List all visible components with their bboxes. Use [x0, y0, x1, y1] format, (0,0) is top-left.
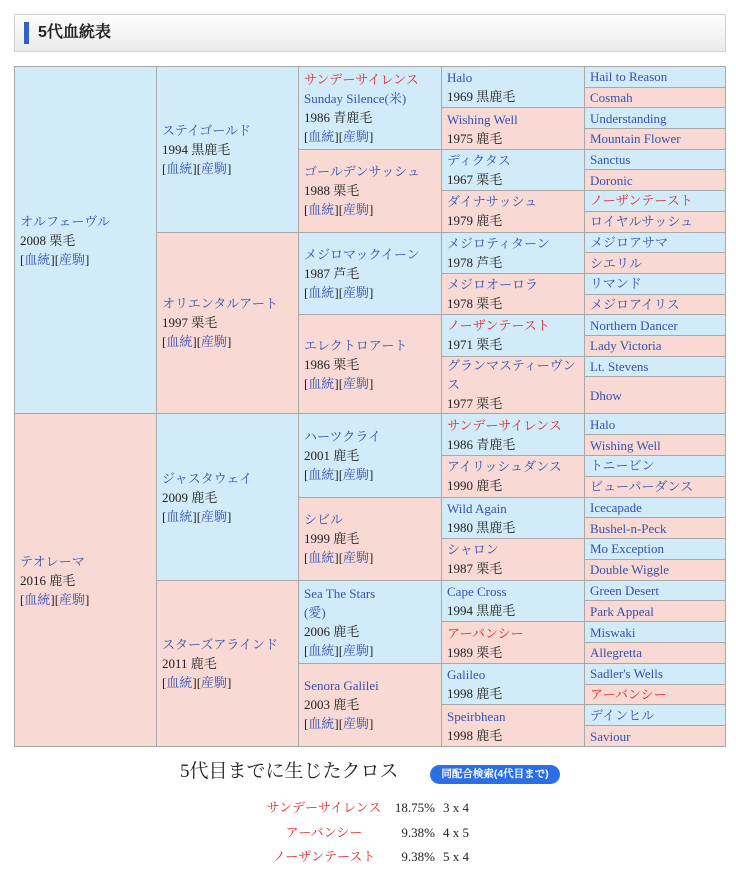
pedigree-cell-gen5 — [585, 357, 726, 378]
offspring-link[interactable]: 産駒 — [201, 334, 228, 350]
cross-horse-link[interactable]: アーバンシー — [285, 824, 363, 840]
bracket-separator: ][ — [192, 508, 202, 524]
horse-birth-year-coat: 1986 青鹿毛 — [447, 436, 516, 452]
pedigree-link[interactable]: 血統 — [308, 202, 335, 218]
pedigree-cell-gen5 — [585, 253, 726, 274]
horse-name-link[interactable]: ハーツクライ — [304, 428, 381, 444]
horse-name-link[interactable]: Senora Galilei — [304, 678, 379, 694]
horse-birth-year-coat: 2008 栗毛 — [20, 232, 76, 248]
horse-links — [304, 374, 373, 393]
horse-name-link[interactable]: Wishing Well — [590, 437, 661, 453]
bracket-close: ] — [369, 466, 374, 482]
pedigree-cell-gen4 — [442, 414, 585, 456]
horse-name-link[interactable]: Wishing Well — [447, 111, 518, 127]
cross-generations: 3 x 4 — [443, 800, 469, 815]
horse-birth-year-coat: 1987 栗毛 — [447, 561, 503, 577]
horse-birth-year-coat: 1998 鹿毛 — [447, 686, 503, 702]
bracket-open: [ — [304, 202, 309, 218]
offspring-link[interactable]: 産駒 — [343, 716, 370, 732]
horse-name-link[interactable]: グランマスティーヴンス — [447, 358, 576, 393]
bracket-close: ] — [369, 128, 374, 144]
pedigree-cell-gen3 — [299, 414, 442, 497]
bracket-separator: ][ — [334, 550, 344, 566]
horse-birth-year-coat: 1977 栗毛 — [447, 396, 503, 412]
cross-row — [0, 821, 736, 846]
pedigree-cell-gen4 — [442, 456, 585, 498]
horse-name-link[interactable]: メジロアサマ — [590, 234, 669, 250]
bracket-separator: ][ — [192, 334, 202, 350]
pedigree-link[interactable]: 血統 — [308, 716, 335, 732]
horse-name-link[interactable]: Miswaki — [590, 624, 636, 640]
horse-birth-year-coat: 1978 栗毛 — [447, 296, 503, 312]
section-header — [14, 14, 726, 52]
bracket-close: ] — [369, 375, 374, 391]
horse-name-link[interactable]: Icecapade — [590, 499, 642, 515]
bracket-close: ] — [85, 591, 90, 607]
cross-percent: 18.75% — [394, 800, 435, 815]
horse-name-link[interactable]: Double Wiggle — [590, 562, 670, 578]
bracket-open: [ — [304, 375, 309, 391]
pedigree-cell-gen3 — [299, 664, 442, 747]
horse-name-link[interactable]: Sadler's Wells — [590, 666, 663, 682]
horse-links — [304, 714, 373, 733]
horse-name-link[interactable]: アイリッシュダンス — [447, 459, 562, 475]
pedigree-cell-gen4 — [442, 581, 585, 623]
bracket-open: [ — [304, 716, 309, 732]
horse-name-link[interactable]: オルフェーヴル — [20, 213, 110, 229]
pedigree-cell-gen4 — [442, 622, 585, 664]
horse-name-link[interactable]: メジロアイリス — [590, 296, 680, 312]
bracket-close: ] — [227, 334, 232, 350]
horse-name-link[interactable]: ビューパーダンス — [590, 479, 694, 495]
pedigree-cell-gen5 — [585, 88, 726, 109]
pedigree-cell-gen5 — [585, 498, 726, 519]
horse-name-link[interactable]: Hail to Reason — [590, 69, 668, 85]
horse-birth-year-coat: 1989 栗毛 — [447, 644, 503, 660]
horse-birth-year-coat: 1975 鹿毛 — [447, 130, 503, 146]
horse-name-link[interactable]: ダイナサッシュ — [447, 194, 538, 210]
horse-birth-year-coat: 1994 黒鹿毛 — [447, 602, 516, 618]
horse-name-link[interactable]: Understanding — [590, 110, 667, 126]
pedigree-cell-gen2 — [157, 581, 299, 747]
horse-origin-link[interactable]: (愛) — [304, 604, 326, 620]
horse-links — [162, 159, 231, 178]
offspring-link[interactable]: 産駒 — [343, 550, 370, 566]
pedigree-cell-gen5 — [585, 414, 726, 435]
horse-birth-year-coat: 1987 芦毛 — [304, 265, 360, 281]
horse-name-link[interactable]: Northern Dancer — [590, 317, 678, 333]
pedigree-cell-gen5 — [585, 108, 726, 129]
pedigree-cell-gen2 — [157, 233, 299, 415]
pedigree-cell-gen4 — [442, 539, 585, 581]
bracket-separator: ][ — [50, 591, 60, 607]
pedigree-cell-gen5 — [585, 67, 726, 88]
cross-list — [0, 796, 736, 870]
cross-row — [0, 796, 736, 821]
pedigree-link[interactable]: 血統 — [166, 674, 193, 690]
pedigree-cell-gen4 — [442, 274, 585, 315]
horse-birth-year-coat: 1979 鹿毛 — [447, 213, 503, 229]
cross-horse-link[interactable]: サンデーサイレンス — [266, 800, 382, 815]
offspring-link[interactable]: 産駒 — [343, 375, 370, 391]
offspring-link[interactable]: 産駒 — [343, 466, 370, 482]
offspring-link[interactable]: 産駒 — [59, 251, 86, 267]
pedigree-cell-gen5 — [585, 233, 726, 254]
pedigree-cell-gen2 — [157, 67, 299, 233]
offspring-link[interactable]: 産駒 — [343, 642, 370, 658]
pedigree-cell-gen5 — [585, 705, 726, 726]
horse-birth-year-coat: 1998 鹿毛 — [447, 727, 503, 743]
section-accent-bar — [24, 22, 29, 44]
pedigree-cell-gen5 — [585, 685, 726, 706]
pedigree-cell-gen4 — [442, 233, 585, 274]
cross-percent: 9.38% — [401, 824, 435, 840]
bracket-open: [ — [304, 128, 309, 144]
horse-name-link[interactable]: メジロマックイーン — [304, 246, 420, 262]
pedigree-cell-gen5 — [585, 643, 726, 664]
bracket-open: [ — [20, 591, 25, 607]
pedigree-cell-gen5 — [585, 150, 726, 171]
horse-birth-year-coat: 2001 鹿毛 — [304, 447, 360, 463]
bracket-close: ] — [369, 202, 374, 218]
horse-name-link[interactable]: Mo Exception — [590, 541, 665, 557]
pedigree-cell-gen4 — [442, 498, 585, 540]
horse-name-link[interactable]: Green Desert — [590, 583, 659, 599]
bracket-separator: ][ — [334, 716, 344, 732]
horse-links — [304, 127, 373, 146]
bracket-open: [ — [162, 160, 167, 176]
cross-horse-link[interactable]: ノーザンテースト — [272, 849, 376, 864]
bracket-open: [ — [304, 642, 309, 658]
offspring-link[interactable]: 産駒 — [201, 508, 228, 524]
pedigree-cell-gen5 — [585, 435, 726, 456]
horse-birth-year-coat: 1997 栗毛 — [162, 315, 218, 331]
horse-birth-year-coat: 1988 栗毛 — [304, 183, 360, 199]
horse-name-link[interactable]: Allegretta — [590, 645, 642, 661]
bracket-close: ] — [369, 284, 374, 300]
bracket-open: [ — [162, 674, 167, 690]
horse-name-link[interactable]: Saviour — [590, 728, 631, 744]
horse-links — [162, 673, 231, 692]
bracket-open: [ — [304, 466, 309, 482]
horse-name-link[interactable]: リマンド — [590, 276, 642, 292]
horse-name-link[interactable]: Bushel-n-Peck — [590, 520, 667, 536]
pedigree-link[interactable]: 血統 — [24, 251, 51, 267]
horse-name-link[interactable]: シャロン — [447, 542, 499, 558]
horse-name-link[interactable]: Wild Again — [447, 500, 507, 516]
horse-name-link[interactable]: Mountain Flower — [590, 131, 681, 147]
horse-name-link[interactable]: Dhow — [590, 387, 622, 403]
horse-name-link[interactable]: ノーザンテースト — [447, 318, 550, 334]
pedigree-cell-gen3 — [299, 315, 442, 414]
pedigree-link[interactable]: 血統 — [24, 591, 51, 607]
horse-origin-link[interactable]: Sunday Silence(米) — [304, 90, 407, 106]
bracket-close: ] — [369, 642, 374, 658]
pedigree-link[interactable]: 血統 — [166, 334, 193, 350]
pedigree-cell-gen4 — [442, 191, 585, 232]
bracket-open: [ — [162, 334, 167, 350]
horse-name-link[interactable]: Doronic — [590, 172, 633, 188]
horse-links — [304, 465, 373, 484]
bracket-close: ] — [227, 508, 232, 524]
pedigree-cell-gen3 — [299, 150, 442, 233]
pedigree-cell-gen3 — [299, 498, 442, 581]
horse-links — [304, 200, 373, 219]
horse-birth-year-coat: 1994 黒鹿毛 — [162, 141, 231, 157]
horse-name-link[interactable]: ディクタス — [447, 152, 511, 168]
pedigree-link[interactable]: 血統 — [308, 642, 335, 658]
horse-birth-year-coat: 1969 黒鹿毛 — [447, 89, 516, 105]
horse-name-link[interactable]: Sea The Stars — [304, 585, 376, 601]
bracket-separator: ][ — [50, 251, 60, 267]
horse-name-link[interactable]: スターズアラインド — [162, 636, 278, 652]
pedigree-cell-gen5 — [585, 129, 726, 150]
pedigree-cell-gen5 — [585, 315, 726, 336]
horse-birth-year-coat: 2003 鹿毛 — [304, 697, 360, 713]
horse-name-link[interactable]: シエリル — [590, 255, 643, 271]
horse-name-link[interactable]: Cosmah — [590, 90, 633, 106]
pedigree-cell-gen5 — [585, 456, 726, 477]
offspring-link[interactable]: 産駒 — [343, 128, 370, 144]
horse-birth-year-coat: 1986 青鹿毛 — [304, 109, 373, 125]
bracket-open: [ — [304, 284, 309, 300]
horse-birth-year-coat: 1990 鹿毛 — [447, 478, 503, 494]
horse-name-link[interactable]: ロイヤルサッシュ — [590, 214, 693, 230]
cross-generations: 4 x 5 — [443, 824, 469, 840]
bracket-close: ] — [227, 674, 232, 690]
pedigree-cell-gen5 — [585, 191, 726, 212]
horse-birth-year-coat: 2006 鹿毛 — [304, 623, 360, 639]
pedigree-cell-gen3 — [299, 67, 442, 150]
pedigree-cell-gen5 — [585, 664, 726, 685]
horse-name-link[interactable]: デインヒル — [590, 707, 655, 723]
horse-name-link[interactable]: Speirbhean — [447, 708, 506, 724]
pedigree-cell-gen4 — [442, 108, 585, 149]
horse-name-link[interactable]: シビル — [304, 512, 344, 528]
horse-name-link[interactable]: オリエンタルアート — [162, 296, 278, 312]
offspring-link[interactable]: 産駒 — [343, 284, 370, 300]
horse-name-link[interactable]: ステイゴールド — [162, 122, 252, 138]
horse-birth-year-coat: 1980 黒鹿毛 — [447, 519, 516, 535]
bracket-separator: ][ — [334, 202, 344, 218]
pedigree-link[interactable]: 血統 — [308, 550, 335, 566]
horse-name-link[interactable]: Sanctus — [590, 152, 631, 168]
horse-name-link[interactable]: サンデーサイレンス — [304, 71, 419, 87]
pedigree-link[interactable]: 血統 — [308, 375, 335, 391]
bracket-separator: ][ — [334, 642, 344, 658]
pedigree-cell-gen5 — [585, 274, 726, 295]
pedigree-cell-gen5 — [585, 295, 726, 316]
bracket-close: ] — [227, 160, 232, 176]
cross-row — [0, 845, 736, 870]
pedigree-cell-gen5 — [585, 377, 726, 414]
section-title: 5代血統表 — [38, 24, 111, 41]
horse-links — [20, 590, 89, 609]
horse-name-link[interactable]: Lady Victoria — [590, 338, 662, 354]
pedigree-cell-gen5 — [585, 170, 726, 191]
horse-name-link[interactable]: ゴールデンサッシュ — [304, 164, 420, 180]
horse-name-link[interactable]: Cape Cross — [447, 583, 507, 599]
horse-links — [162, 332, 231, 351]
horse-name-link[interactable]: アーバンシー — [447, 625, 524, 641]
pedigree-cell-gen4 — [442, 315, 585, 356]
pedigree-cell-gen5 — [585, 581, 726, 602]
bracket-close: ] — [85, 251, 90, 267]
horse-name-link[interactable]: サンデーサイレンス — [447, 417, 562, 433]
pedigree-cell-gen4 — [442, 150, 585, 191]
horse-name-link[interactable]: Galileo — [447, 667, 486, 683]
pedigree-link[interactable]: 血統 — [166, 160, 193, 176]
horse-name-link[interactable]: Halo — [590, 416, 616, 432]
horse-name-link[interactable]: エレクトロアート — [304, 337, 408, 353]
pedigree-cell-gen5 — [585, 336, 726, 357]
pedigree-cell-gen1 — [15, 414, 157, 747]
bracket-open: [ — [20, 251, 25, 267]
horse-name-link[interactable]: アーバンシー — [590, 687, 667, 703]
bracket-open: [ — [304, 550, 309, 566]
horse-name-link[interactable]: ノーザンテースト — [590, 193, 693, 209]
offspring-link[interactable]: 産駒 — [201, 160, 228, 176]
pedigree-link[interactable]: 血統 — [308, 284, 335, 300]
horse-name-link[interactable]: トニービン — [590, 458, 655, 474]
pedigree-cell-gen5 — [585, 726, 726, 747]
pedigree-link[interactable]: 血統 — [166, 508, 193, 524]
pedigree-cell-gen5 — [585, 601, 726, 622]
horse-birth-year-coat: 1999 鹿毛 — [304, 531, 360, 547]
horse-links — [304, 641, 373, 660]
offspring-link[interactable]: 産駒 — [201, 674, 228, 690]
pedigree-link[interactable]: 血統 — [308, 466, 335, 482]
horse-birth-year-coat: 1986 栗毛 — [304, 356, 360, 372]
horse-name-link[interactable]: メジロティターン — [447, 235, 550, 251]
horse-links — [304, 283, 373, 302]
pedigree-cell-gen2 — [157, 414, 299, 580]
pedigree-cell-gen4 — [442, 67, 585, 108]
pedigree-cell-gen4 — [442, 705, 585, 747]
cross-generations: 5 x 4 — [443, 849, 469, 864]
bracket-separator: ][ — [192, 674, 202, 690]
horse-birth-year-coat: 1978 芦毛 — [447, 254, 503, 270]
offspring-link[interactable]: 産駒 — [59, 591, 86, 607]
pedigree-cell-gen5 — [585, 477, 726, 498]
pedigree-cell-gen3 — [299, 581, 442, 664]
bracket-separator: ][ — [334, 375, 344, 391]
horse-name-link[interactable]: メジロオーロラ — [447, 277, 539, 293]
bracket-separator: ][ — [334, 466, 344, 482]
same-mating-search-button[interactable]: 同配合検索(4代目まで) — [430, 765, 560, 784]
pedigree-cell-gen5 — [585, 560, 726, 581]
horse-birth-year-coat: 1971 栗毛 — [447, 337, 503, 353]
bracket-open: [ — [162, 508, 167, 524]
pedigree-cell-gen5 — [585, 539, 726, 560]
horse-birth-year-coat: 1967 栗毛 — [447, 171, 503, 187]
pedigree-cell-gen3 — [299, 233, 442, 316]
pedigree-cell-gen4 — [442, 664, 585, 706]
cross-percent: 9.38% — [401, 849, 435, 864]
horse-birth-year-coat: 2011 鹿毛 — [162, 655, 217, 671]
horse-name-link[interactable]: Park Appeal — [590, 603, 654, 619]
bracket-separator: ][ — [334, 284, 344, 300]
pedigree-cell-gen5 — [585, 622, 726, 643]
pedigree-link[interactable]: 血統 — [308, 128, 335, 144]
horse-name-link[interactable]: テオレーマ — [20, 553, 85, 569]
offspring-link[interactable]: 産駒 — [343, 202, 370, 218]
horse-links — [162, 507, 231, 526]
bracket-close: ] — [369, 716, 374, 732]
horse-links — [20, 250, 89, 269]
horse-name-link[interactable]: Halo — [447, 70, 473, 86]
horse-name-link[interactable]: Lt. Stevens — [590, 358, 649, 374]
pedigree-cell-gen5 — [585, 212, 726, 233]
horse-links — [304, 548, 373, 567]
cross-section-title: 5代目までに生じたクロス — [180, 761, 399, 782]
pedigree-table — [14, 66, 726, 747]
bracket-separator: ][ — [334, 128, 344, 144]
horse-birth-year-coat: 2016 鹿毛 — [20, 572, 76, 588]
pedigree-cell-gen1 — [15, 67, 157, 414]
pedigree-cell-gen4 — [442, 357, 585, 415]
pedigree-cell-gen5 — [585, 518, 726, 539]
horse-birth-year-coat: 2009 鹿毛 — [162, 489, 218, 505]
bracket-separator: ][ — [192, 160, 202, 176]
bracket-close: ] — [369, 550, 374, 566]
horse-name-link[interactable]: ジャスタウェイ — [162, 470, 253, 486]
